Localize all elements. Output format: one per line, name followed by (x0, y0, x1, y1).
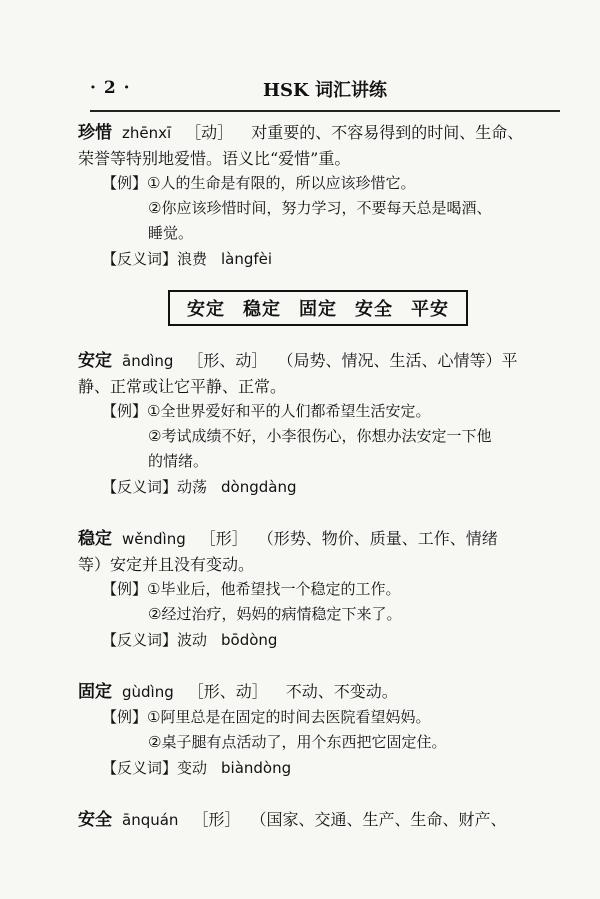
antonym-pinyin: bōdòng (221, 631, 278, 649)
example-2-continued: 睡觉。 (148, 224, 194, 242)
part-of-speech: ［形、动］ (187, 682, 268, 701)
example-1: 【例】①人的生命是有限的，所以应该珍惜它。 (102, 174, 416, 192)
definition: 对重要的、不容易得到的时间、生命、 (251, 123, 524, 142)
part-of-speech: ［形］ (192, 810, 241, 829)
part-of-speech: ［动］ (185, 123, 234, 142)
definition: 不动、不变动。 (285, 682, 398, 701)
book-title: HSK 词汇讲练 (263, 80, 387, 101)
group-word: 固定 (299, 299, 337, 320)
antonym (78, 755, 558, 781)
antonym-label: 【反义词】浪费 (102, 250, 208, 268)
headword: 安定 (78, 351, 112, 371)
pinyin: āndìng (122, 352, 174, 370)
antonym-label: 【反义词】动荡 (102, 478, 208, 496)
page-number: · 2 · (90, 78, 131, 98)
definition-continued: 等）安定并且没有变动。 (78, 555, 255, 574)
page-header (90, 74, 560, 112)
entry-heading (78, 348, 558, 374)
part-of-speech: ［形、动］ (187, 351, 268, 370)
antonym-label: 【反义词】变动 (102, 759, 208, 777)
definition: （形势、物价、质量、工作、情绪 (265, 529, 498, 548)
antonym (78, 627, 558, 653)
pinyin: gùdìng (122, 683, 174, 701)
headword: 珍惜 (78, 123, 112, 143)
antonym (78, 246, 558, 272)
entry-zhenxi (78, 120, 558, 272)
synonym-group-box (168, 290, 468, 326)
example-2: ②你应该珍惜时间，努力学习，不要每天总是喝酒、 (148, 199, 492, 217)
entry-wending (78, 526, 558, 653)
entry-guding (78, 679, 558, 781)
headword: 稳定 (78, 529, 112, 549)
example-2-continued: 的情绪。 (148, 452, 209, 470)
antonym (78, 474, 558, 500)
group-word: 安定 (187, 299, 225, 320)
antonym-pinyin: biàndòng (221, 759, 292, 777)
example-1: 【例】①毕业后，他希望找一个稳定的工作。 (102, 580, 401, 598)
definition-continued: 静、正常或让它平静、正常。 (78, 377, 287, 396)
definition-continued: 荣誉等特别地爱惜。语义比“爱惜”重。 (78, 149, 351, 168)
entry-heading (78, 526, 558, 552)
entry-heading (78, 120, 558, 146)
entry-anding (78, 348, 558, 500)
group-word: 平安 (411, 299, 449, 320)
example-2: ②经过治疗，妈妈的病情稳定下来了。 (148, 605, 402, 623)
group-word: 稳定 (243, 299, 281, 320)
headword: 安全 (78, 810, 112, 830)
pinyin: zhēnxī (122, 124, 172, 142)
pinyin: wěndìng (122, 530, 186, 548)
example-2: ②桌子腿有点活动了，用个东西把它固定住。 (148, 733, 447, 751)
example-1: 【例】①全世界爱好和平的人们都希望生活安定。 (102, 402, 431, 420)
entry-heading (78, 807, 558, 833)
group-word: 安全 (355, 299, 393, 320)
part-of-speech: ［形］ (199, 529, 248, 548)
definition: （国家、交通、生产、生命、财产、 (258, 810, 507, 829)
entry-heading (78, 679, 558, 705)
example-1: 【例】①阿里总是在固定的时间去医院看望妈妈。 (102, 708, 431, 726)
synonym-group-title (78, 290, 558, 326)
antonym-label: 【反义词】波动 (102, 631, 208, 649)
definition: （局势、情况、生活、心情等）平 (285, 351, 518, 370)
dictionary-content (78, 110, 558, 833)
antonym-pinyin: làngfèi (221, 250, 273, 268)
entry-anquan (78, 807, 558, 833)
antonym-pinyin: dòngdàng (221, 478, 297, 496)
example-2: ②考试成绩不好，小李很伤心，你想办法安定一下他 (148, 427, 492, 445)
pinyin: ānquán (122, 811, 179, 829)
headword: 固定 (78, 682, 112, 702)
